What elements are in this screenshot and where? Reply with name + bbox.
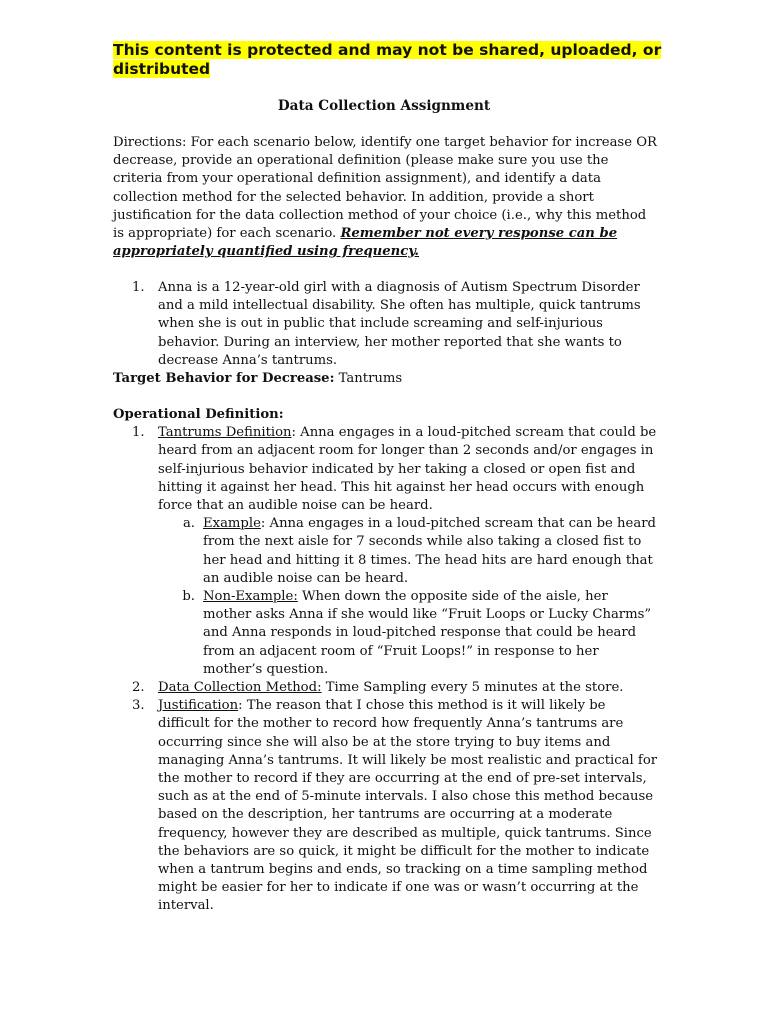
operational-heading: Operational Definition: xyxy=(113,407,284,422)
directions-paragraph xyxy=(113,134,658,261)
list-body xyxy=(158,679,658,697)
operational-definition-section xyxy=(113,406,658,916)
list-item xyxy=(113,697,658,915)
list-item xyxy=(113,679,658,697)
list-label: Justification xyxy=(158,698,239,714)
page-title: Data Collection Assignment xyxy=(277,98,491,114)
list-text: : Anna engages in a loud-pitched scream that could be heard from an adjacent room for longer than 2 seconds and/or engages in self-injurious behavior indicated by her taking a closed or open fist and hitting it against her head. This hit against her head occurs with enough force that an audible noise can be heard. xyxy=(158,425,657,514)
target-label: Target Behavior for Decrease: xyxy=(113,371,335,386)
sub-list-body xyxy=(203,588,658,679)
protection-banner xyxy=(113,41,673,79)
banner-text: This content is protected and may not be shared, uploaded, or distributed xyxy=(113,41,662,78)
directions-text: Directions: For each scenario below, identify one target behavior for increase OR decrease, provide an operational definition (please make sure you use the criteria from your operational definition assignment), and identify a data collection method for the selected behavior. In addition, provide a short justification for the data collection method of your choice (i.e., why this method is appropriate) for each scenario. xyxy=(113,135,657,242)
sub-list-label: Non-Example: xyxy=(203,589,298,605)
sub-list-text: When down the opposite side of the aisle, her mother asks Anna if she would like “Fruit Loops or Lucky Charms” and Anna responds in loud-pitched response that could be heard from an adjacent room of “Fruit Loops!” in response to her mother’s question. xyxy=(203,589,652,677)
sub-list-body xyxy=(203,515,658,588)
list-body xyxy=(158,424,658,515)
list-text: Time Sampling every 5 minutes at the store. xyxy=(321,680,624,696)
list-number: 1. xyxy=(132,425,145,441)
list-label: Tantrums Definition xyxy=(158,425,292,441)
scenario-text: Anna is a 12-year-old girl with a diagnosis of Autism Spectrum Disorder and a mild intellectual disability. She often has multiple, quick tantrums when she is out in public that include screaming and self-injurious behavior. During an interview, her mother reported that she wants to decrease Anna’s tantrums. xyxy=(158,280,641,368)
target-behavior xyxy=(113,370,658,388)
list-number: 3. xyxy=(132,698,145,714)
sub-list-item xyxy=(158,515,658,588)
directions-emphasis: Remember not every response can be appropriately quantified using frequency. xyxy=(113,226,618,260)
scenario-number: 1. xyxy=(132,280,145,295)
sub-list-label: Example xyxy=(203,516,261,532)
sub-list-letter: a. xyxy=(182,516,195,532)
list-number: 2. xyxy=(132,680,145,696)
list-label: Data Collection Method: xyxy=(158,680,322,696)
list-text: : The reason that I chose this method is it will likely be difficult for the mother to record how frequently Anna’s tantrums are occurring since she will also be at the store trying to buy items and managing Anna’s tantrums. It will likely be most realistic and practical for the mother to record if they are occurring at the end of pre-set intervals, such as at the end of 5-minute intervals. I also chose this method because based on the description, her tantrums are occurring at a moderate frequency, however they are described as multiple, quick tantrums. Since the behaviors are so quick, it might be difficult for the mother to indicate when a tantrum begins and ends, so tracking on a time sampling method might be easier for her to indicate if one was or wasn’t occurring at the interval. xyxy=(158,698,658,914)
scenario-item xyxy=(113,279,658,370)
sub-list-text: : Anna engages in a loud-pitched scream that can be heard from the next aisle for 7 seconds while also taking a closed fist to her head and hitting it 8 times. The head hits are hard enough that an audible noise can be heard. xyxy=(203,516,656,586)
list-body xyxy=(158,697,658,915)
sub-list-item xyxy=(158,588,658,679)
list-item xyxy=(113,424,658,515)
target-value: Tantrums xyxy=(338,371,403,386)
sub-list-letter: b. xyxy=(182,589,195,605)
